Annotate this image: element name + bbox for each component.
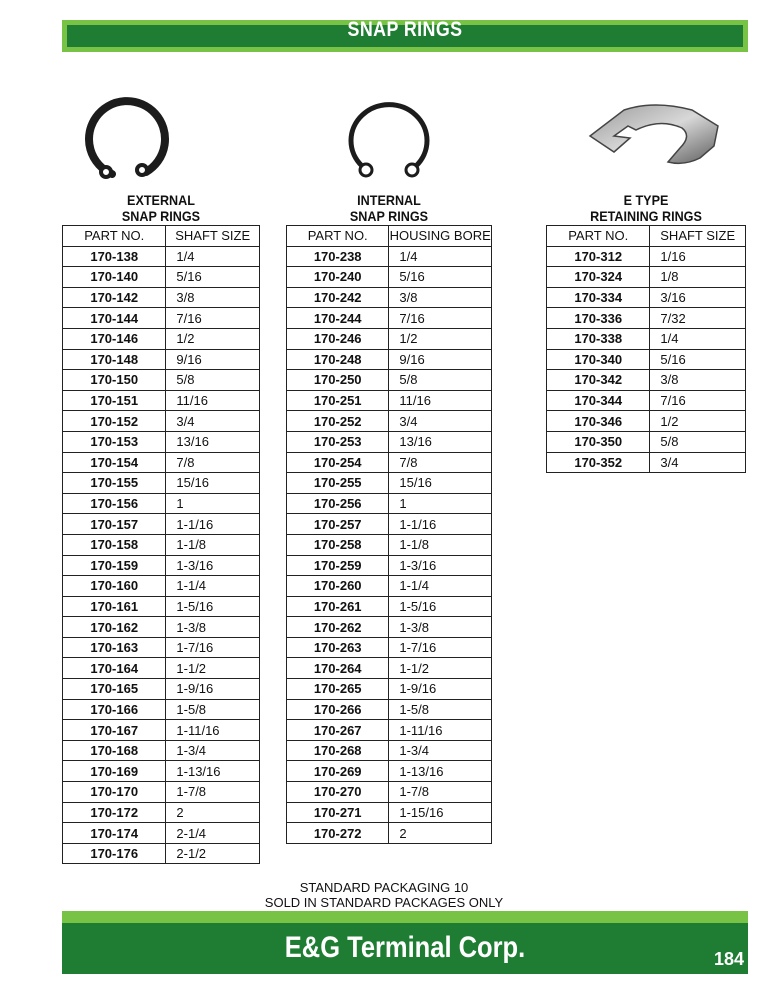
- part-number-cell: 170-262: [287, 617, 389, 638]
- table-row: [287, 267, 492, 288]
- size-cell: 1-1/16: [166, 514, 260, 535]
- size-cell: 1-1/4: [166, 576, 260, 597]
- column-header-part-no: PART NO.: [63, 226, 166, 247]
- size-cell: 1/16: [650, 246, 746, 267]
- size-cell: 2: [389, 823, 492, 844]
- size-cell: 1-5/16: [166, 596, 260, 617]
- internal-snap-ring-image: [338, 96, 438, 181]
- size-cell: 1-1/8: [389, 534, 492, 555]
- table-row: [63, 390, 260, 411]
- table-row: [63, 349, 260, 370]
- external-heading-line1: EXTERNAL: [127, 192, 195, 208]
- internal-heading: [296, 192, 481, 224]
- size-cell: 1-1/4: [389, 576, 492, 597]
- size-cell: 7/16: [389, 308, 492, 329]
- part-number-cell: 170-261: [287, 596, 389, 617]
- table-row: [63, 740, 260, 761]
- part-number-cell: 170-267: [287, 720, 389, 741]
- table-row: [287, 390, 492, 411]
- packaging-note-line2: SOLD IN STANDARD PACKAGES ONLY: [264, 895, 504, 910]
- part-number-cell: 170-257: [287, 514, 389, 535]
- size-cell: 9/16: [389, 349, 492, 370]
- part-number-cell: 170-238: [287, 246, 389, 267]
- table-row: [287, 555, 492, 576]
- size-cell: 7/8: [166, 452, 260, 473]
- part-number-cell: 170-264: [287, 658, 389, 679]
- table-row: [63, 370, 260, 391]
- part-number-cell: 170-344: [547, 390, 650, 411]
- table-row: [287, 370, 492, 391]
- part-number-cell: 170-248: [287, 349, 389, 370]
- size-cell: 1-7/8: [389, 782, 492, 803]
- part-number-cell: 170-266: [287, 699, 389, 720]
- size-cell: 1-13/16: [389, 761, 492, 782]
- part-number-cell: 170-154: [63, 452, 166, 473]
- part-number-cell: 170-352: [547, 452, 650, 473]
- size-cell: 3/4: [650, 452, 746, 473]
- size-cell: 1-3/4: [389, 740, 492, 761]
- column-header-shaft-size: SHAFT SIZE: [166, 226, 260, 247]
- part-number-cell: 170-176: [63, 843, 166, 864]
- table-row: [63, 637, 260, 658]
- company-name: E&G Terminal Corp.: [284, 931, 526, 964]
- part-number-cell: 170-268: [287, 740, 389, 761]
- size-cell: 3/16: [650, 287, 746, 308]
- size-cell: 1-3/4: [166, 740, 260, 761]
- part-number-cell: 170-140: [63, 267, 166, 288]
- part-number-cell: 170-324: [547, 267, 650, 288]
- table-row: [63, 534, 260, 555]
- size-cell: 1-5/16: [389, 596, 492, 617]
- part-number-cell: 170-250: [287, 370, 389, 391]
- part-number-cell: 170-336: [547, 308, 650, 329]
- table-row: [287, 287, 492, 308]
- page-number: 184: [713, 949, 744, 969]
- table-row: [63, 596, 260, 617]
- size-cell: 3/4: [389, 411, 492, 432]
- table-row: [287, 802, 492, 823]
- size-cell: 7/32: [650, 308, 746, 329]
- size-cell: 13/16: [389, 431, 492, 452]
- table-row: [63, 761, 260, 782]
- part-number-cell: 170-242: [287, 287, 389, 308]
- table-row: [547, 267, 746, 288]
- table-row: [63, 328, 260, 349]
- part-number-cell: 170-338: [547, 328, 650, 349]
- page-title: SNAP RINGS: [347, 18, 463, 41]
- size-cell: 1-3/16: [166, 555, 260, 576]
- header-banner: [62, 20, 748, 52]
- table-row: [287, 637, 492, 658]
- table-row: [547, 328, 746, 349]
- table-header-row: [547, 226, 746, 247]
- table-row: [287, 782, 492, 803]
- part-number-cell: 170-272: [287, 823, 389, 844]
- part-number-cell: 170-251: [287, 390, 389, 411]
- e-type-retaining-rings-table: [546, 225, 746, 473]
- size-cell: 1: [389, 493, 492, 514]
- part-number-cell: 170-142: [63, 287, 166, 308]
- size-cell: 1/2: [389, 328, 492, 349]
- table-row: [63, 452, 260, 473]
- table-row: [287, 699, 492, 720]
- size-cell: 1-3/8: [389, 617, 492, 638]
- part-number-cell: 170-312: [547, 246, 650, 267]
- size-cell: 1-7/16: [389, 637, 492, 658]
- size-cell: 3/8: [389, 287, 492, 308]
- table-row: [287, 349, 492, 370]
- part-number-cell: 170-256: [287, 493, 389, 514]
- part-number-cell: 170-260: [287, 576, 389, 597]
- part-number-cell: 170-155: [63, 473, 166, 494]
- table-row: [287, 431, 492, 452]
- table-row: [63, 267, 260, 288]
- size-cell: 1-1/16: [389, 514, 492, 535]
- part-number-cell: 170-166: [63, 699, 166, 720]
- part-number-cell: 170-271: [287, 802, 389, 823]
- part-number-cell: 170-172: [63, 802, 166, 823]
- size-cell: 1-11/16: [389, 720, 492, 741]
- table-header-row: [287, 226, 492, 247]
- external-heading-line2: SNAP RINGS: [121, 208, 201, 224]
- part-number-cell: 170-148: [63, 349, 166, 370]
- column-header-part-no: PART NO.: [547, 226, 650, 247]
- size-cell: 1/2: [166, 328, 260, 349]
- part-number-cell: 170-265: [287, 679, 389, 700]
- size-cell: 5/8: [166, 370, 260, 391]
- size-cell: 1-15/16: [389, 802, 492, 823]
- part-number-cell: 170-159: [63, 555, 166, 576]
- size-cell: 9/16: [166, 349, 260, 370]
- size-cell: 5/8: [650, 431, 746, 452]
- table-row: [547, 452, 746, 473]
- table-row: [63, 576, 260, 597]
- size-cell: 1-11/16: [166, 720, 260, 741]
- size-cell: 1-3/8: [166, 617, 260, 638]
- part-number-cell: 170-170: [63, 782, 166, 803]
- external-snap-ring-image: [74, 86, 174, 186]
- table-row: [63, 658, 260, 679]
- size-cell: 11/16: [389, 390, 492, 411]
- size-cell: 1-13/16: [166, 761, 260, 782]
- column-header-shaft-size: SHAFT SIZE: [650, 226, 746, 247]
- table-row: [287, 617, 492, 638]
- table-row: [287, 328, 492, 349]
- table-row: [63, 308, 260, 329]
- part-number-cell: 170-162: [63, 617, 166, 638]
- table-row: [287, 411, 492, 432]
- part-number-cell: 170-146: [63, 328, 166, 349]
- size-cell: 5/16: [389, 267, 492, 288]
- size-cell: 7/16: [650, 390, 746, 411]
- part-number-cell: 170-165: [63, 679, 166, 700]
- part-number-cell: 170-252: [287, 411, 389, 432]
- table-row: [287, 740, 492, 761]
- size-cell: 1-5/8: [389, 699, 492, 720]
- part-number-cell: 170-167: [63, 720, 166, 741]
- size-cell: 1/8: [650, 267, 746, 288]
- part-number-cell: 170-240: [287, 267, 389, 288]
- part-number-cell: 170-258: [287, 534, 389, 555]
- part-number-cell: 170-269: [287, 761, 389, 782]
- table-row: [547, 411, 746, 432]
- table-row: [287, 473, 492, 494]
- packaging-note: [0, 880, 768, 910]
- part-number-cell: 170-138: [63, 246, 166, 267]
- table-row: [287, 452, 492, 473]
- size-cell: 5/16: [650, 349, 746, 370]
- table-row: [63, 514, 260, 535]
- size-cell: 1/2: [650, 411, 746, 432]
- table-row: [287, 596, 492, 617]
- size-cell: 1/4: [166, 246, 260, 267]
- part-number-cell: 170-157: [63, 514, 166, 535]
- internal-heading-line1: INTERNAL: [357, 192, 421, 208]
- part-number-cell: 170-244: [287, 308, 389, 329]
- table-row: [547, 370, 746, 391]
- table-row: [287, 308, 492, 329]
- size-cell: 1-7/16: [166, 637, 260, 658]
- footer-accent-bar: [62, 911, 748, 923]
- external-heading: [72, 192, 250, 224]
- part-number-cell: 170-163: [63, 637, 166, 658]
- table-row: [287, 534, 492, 555]
- part-number-cell: 170-158: [63, 534, 166, 555]
- table-row: [63, 493, 260, 514]
- table-row: [63, 411, 260, 432]
- table-row: [63, 720, 260, 741]
- table-header-row: [63, 226, 260, 247]
- part-number-cell: 170-152: [63, 411, 166, 432]
- size-cell: 3/4: [166, 411, 260, 432]
- part-number-cell: 170-151: [63, 390, 166, 411]
- size-cell: 13/16: [166, 431, 260, 452]
- part-number-cell: 170-153: [63, 431, 166, 452]
- part-number-cell: 170-150: [63, 370, 166, 391]
- table-row: [63, 431, 260, 452]
- table-row: [287, 720, 492, 741]
- size-cell: 1/4: [389, 246, 492, 267]
- size-cell: 5/8: [389, 370, 492, 391]
- table-row: [287, 246, 492, 267]
- table-row: [287, 514, 492, 535]
- size-cell: 3/8: [650, 370, 746, 391]
- part-number-cell: 170-246: [287, 328, 389, 349]
- part-number-cell: 170-253: [287, 431, 389, 452]
- size-cell: 11/16: [166, 390, 260, 411]
- size-cell: 1-1/2: [166, 658, 260, 679]
- part-number-cell: 170-270: [287, 782, 389, 803]
- size-cell: 1-3/16: [389, 555, 492, 576]
- part-number-cell: 170-350: [547, 431, 650, 452]
- table-row: [547, 431, 746, 452]
- size-cell: 15/16: [166, 473, 260, 494]
- size-cell: 2: [166, 802, 260, 823]
- part-number-cell: 170-340: [547, 349, 650, 370]
- table-row: [287, 679, 492, 700]
- table-row: [287, 761, 492, 782]
- table-row: [547, 349, 746, 370]
- table-row: [63, 555, 260, 576]
- table-row: [63, 843, 260, 864]
- table-row: [63, 246, 260, 267]
- part-number-cell: 170-334: [547, 287, 650, 308]
- size-cell: 1-1/8: [166, 534, 260, 555]
- etype-heading-line1: E TYPE: [623, 192, 669, 208]
- table-row: [287, 658, 492, 679]
- size-cell: 1-5/8: [166, 699, 260, 720]
- table-row: [63, 287, 260, 308]
- size-cell: 1-9/16: [389, 679, 492, 700]
- size-cell: 2-1/2: [166, 843, 260, 864]
- internal-heading-line2: SNAP RINGS: [349, 208, 429, 224]
- table-row: [547, 246, 746, 267]
- part-number-cell: 170-259: [287, 555, 389, 576]
- packaging-note-line1: STANDARD PACKAGING 10: [299, 880, 469, 895]
- part-number-cell: 170-169: [63, 761, 166, 782]
- part-number-cell: 170-164: [63, 658, 166, 679]
- part-number-cell: 170-342: [547, 370, 650, 391]
- size-cell: 1-1/2: [389, 658, 492, 679]
- e-type-ring-image: [584, 96, 724, 180]
- table-row: [287, 576, 492, 597]
- table-row: [63, 473, 260, 494]
- part-number-cell: 170-144: [63, 308, 166, 329]
- size-cell: 15/16: [389, 473, 492, 494]
- etype-heading: [556, 192, 736, 224]
- table-row: [63, 699, 260, 720]
- table-row: [63, 823, 260, 844]
- part-number-cell: 170-263: [287, 637, 389, 658]
- size-cell: 5/16: [166, 267, 260, 288]
- footer-banner: [62, 923, 748, 974]
- table-row: [63, 617, 260, 638]
- part-number-cell: 170-346: [547, 411, 650, 432]
- part-number-cell: 170-174: [63, 823, 166, 844]
- external-snap-rings-table: [62, 225, 260, 864]
- size-cell: 1: [166, 493, 260, 514]
- column-header-part-no: PART NO.: [287, 226, 389, 247]
- part-number-cell: 170-160: [63, 576, 166, 597]
- size-cell: 2-1/4: [166, 823, 260, 844]
- size-cell: 1-7/8: [166, 782, 260, 803]
- part-number-cell: 170-161: [63, 596, 166, 617]
- part-number-cell: 170-254: [287, 452, 389, 473]
- size-cell: 1-9/16: [166, 679, 260, 700]
- table-row: [287, 493, 492, 514]
- size-cell: 7/8: [389, 452, 492, 473]
- size-cell: 1/4: [650, 328, 746, 349]
- size-cell: 7/16: [166, 308, 260, 329]
- etype-heading-line2: RETAINING RINGS: [590, 208, 702, 224]
- table-row: [63, 802, 260, 823]
- table-row: [63, 679, 260, 700]
- part-number-cell: 170-255: [287, 473, 389, 494]
- column-header-housing-bore: HOUSING BORE: [389, 226, 492, 247]
- table-row: [547, 287, 746, 308]
- size-cell: 3/8: [166, 287, 260, 308]
- part-number-cell: 170-156: [63, 493, 166, 514]
- table-row: [547, 308, 746, 329]
- table-row: [547, 390, 746, 411]
- part-number-cell: 170-168: [63, 740, 166, 761]
- table-row: [63, 782, 260, 803]
- internal-snap-rings-table: [286, 225, 492, 844]
- table-row: [287, 823, 492, 844]
